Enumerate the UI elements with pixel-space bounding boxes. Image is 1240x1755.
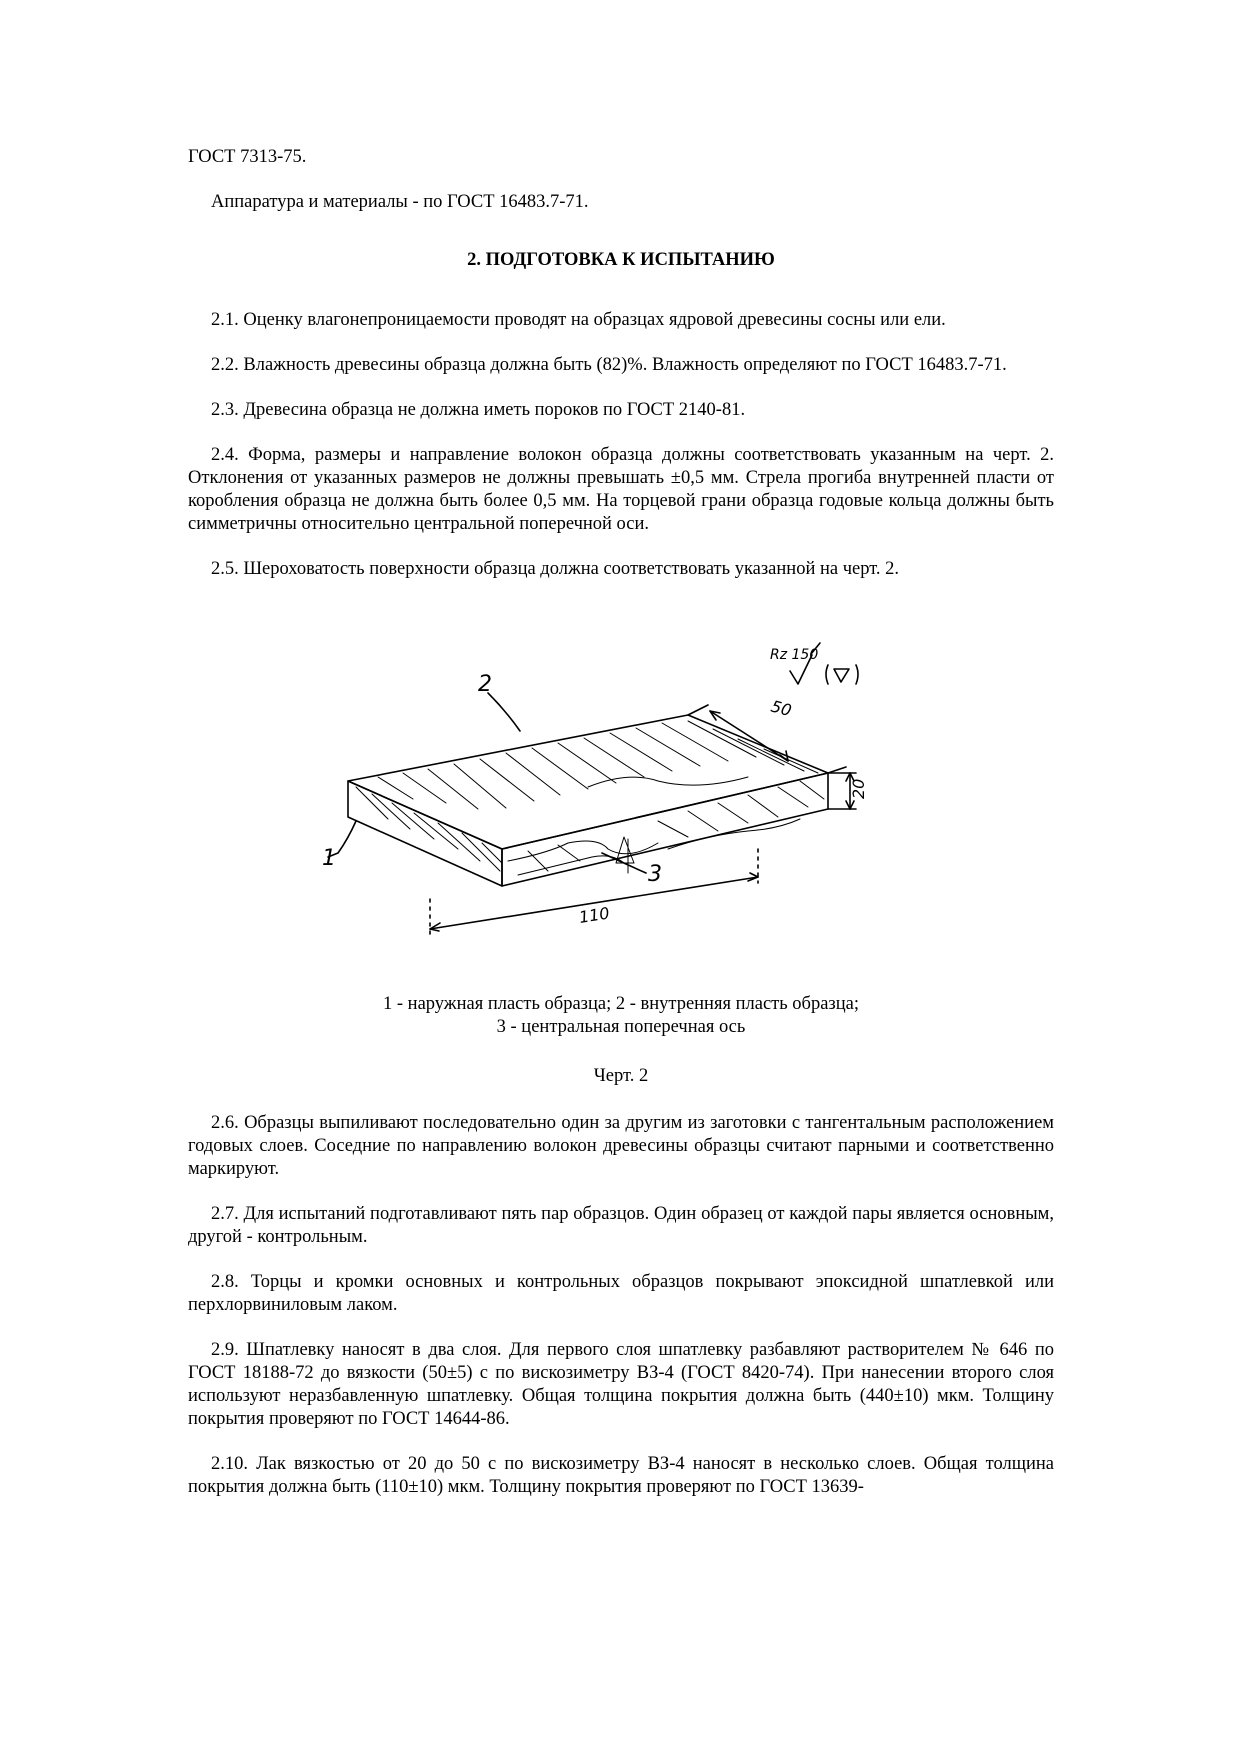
leader-2 — [488, 693, 520, 731]
marker-2-label: 2 — [478, 672, 492, 697]
block-front-face — [348, 781, 502, 886]
specimen-drawing-svg — [188, 581, 1054, 993]
paragraph-2-2: 2.2. Влажность древесины образца должна быть (82)%. Влажность определяют по ГОСТ 16483.7-71. — [211, 355, 1007, 375]
paragraph-2-7: 2.7. Для испытаний подготавливают пять пар образцов. Один образец от каждой пары является основным, другой - контрольным. — [188, 1204, 1054, 1247]
marker-3-label: 3 — [648, 862, 662, 887]
paragraph-2-3: 2.3. Древесина образца не должна иметь пороков по ГОСТ 2140-81. — [211, 400, 746, 420]
figure-caption-line-2: 3 - центральная поперечная ось — [496, 1017, 746, 1037]
dim-length-label: 110 — [577, 903, 611, 927]
gost-reference-line: ГОСТ 7313-75. — [188, 147, 307, 167]
specimen-drawing — [188, 581, 1054, 993]
marker-1-label: 1 — [322, 846, 336, 871]
paragraph-2-6: 2.6. Образцы выпиливают последовательно один за другим из заготовки с тангентальным расположением годовых слоев. Соседние по направлению волокон древесины образцы считают парными и соответственно маркируют. — [188, 1113, 1054, 1179]
paragraph-2-4: 2.4. Форма, размеры и направление волокон образца должны соответствовать указанным на черт. 2. Отклонения от указанных размеров не должны превышать ±0,5 мм. Стрела прогиба внутренней пласти от коробления образца не должна быть более 0,5 мм. На торцевой грани образца годовые кольца должны быть симметричны относительно центральной поперечной оси. — [188, 445, 1054, 534]
top-face-grain — [378, 721, 818, 809]
leader-3 — [602, 853, 646, 873]
paragraph-2-10: 2.10. Лак вязкостью от 20 до 50 с по вискозиметру ВЗ-4 наносят в несколько слоев. Общая толщина покрытия должна быть (110±10) мкм. Толщину покрытия проверяют по ГОСТ 13639- — [188, 1454, 1054, 1497]
document-content — [188, 146, 1054, 1499]
roughness-label: Rz 150 — [770, 647, 819, 663]
figure-caption-line-1: 1 - наружная пласть образца; 2 - внутренняя пласть образца; — [383, 994, 859, 1014]
dim-width-label: 50 — [768, 696, 794, 721]
apparatus-line: Аппаратура и материалы - по ГОСТ 16483.7-71. — [211, 192, 589, 212]
section-heading: 2. ПОДГОТОВКА К ИСПЫТАНИЮ — [467, 250, 775, 270]
paragraph-2-1: 2.1. Оценку влагонепроницаемости проводят на образцах ядровой древесины сосны или ели. — [211, 310, 946, 330]
paragraph-2-5: 2.5. Шероховатость поверхности образца должна соответствовать указанной на черт. 2. — [211, 559, 900, 579]
figure-title: Черт. 2 — [593, 1066, 649, 1086]
block-side-face — [502, 773, 828, 886]
side-face-grain — [508, 781, 824, 875]
dim-height-label: 20 — [849, 778, 868, 799]
front-face-grain — [356, 787, 502, 871]
paragraph-2-8: 2.8. Торцы и кромки основных и контрольных образцов покрывают эпоксидной шпатлевкой или перхлорвиниловым лаком. — [188, 1272, 1054, 1315]
paragraph-2-9: 2.9. Шпатлевку наносят в два слоя. Для первого слоя шпатлевку разбавляют растворителем № 646 по ГОСТ 18188-72 до вязкости (50±5) с по вискозиметру ВЗ-4 (ГОСТ 8420-74). При нанесении второго слоя используют неразбавленную шпатлевку. Общая толщина покрытия должна быть (440±10) мкм. Толщину покрытия проверяют по ГОСТ 14644-86. — [188, 1340, 1054, 1429]
